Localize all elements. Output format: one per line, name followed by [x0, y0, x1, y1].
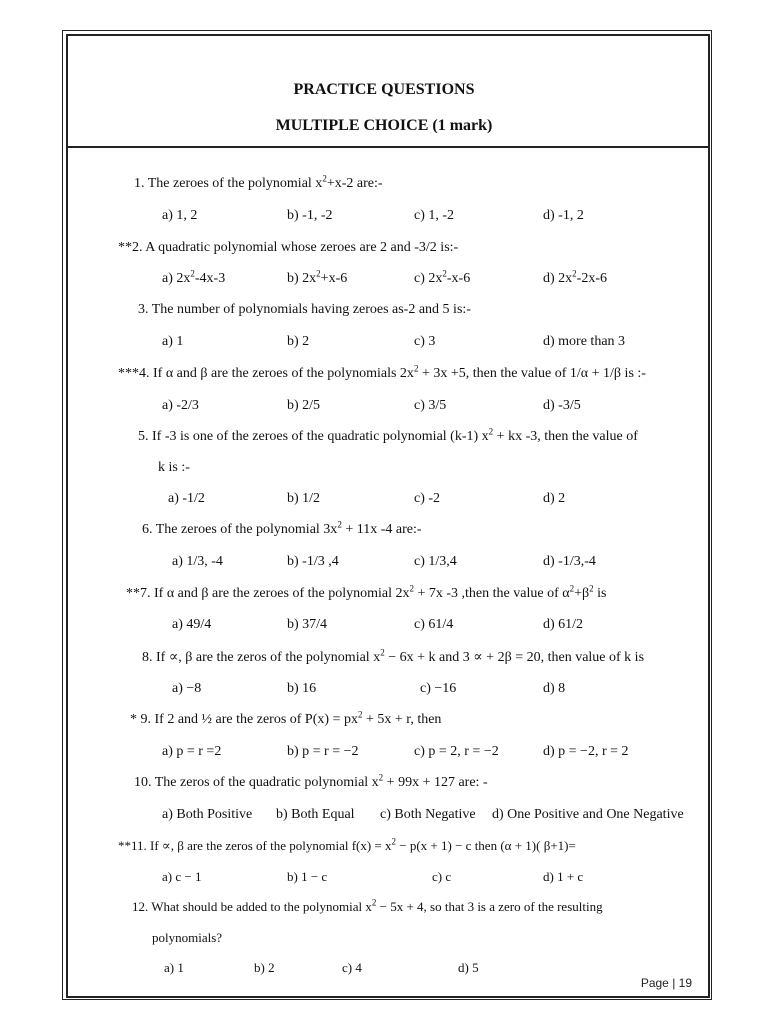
- question-11-option-d: d) 1 + c: [543, 869, 584, 884]
- question-7: **7. If α and β are the zeroes of the polynomial $2x^2 + 7x$ -3 ,then the value of $\alpha^2+\beta^2$ is: [126, 583, 607, 601]
- question-8: 8. If ∝, β are the zeros of the polynomial $x^2 - 6x + k$ and 3 ∝ + 2β = 20, then value of k is: [142, 647, 645, 665]
- question-1-option-a: a) 1, 2: [162, 208, 198, 223]
- question-1-option-d: d) -1, 2: [543, 208, 584, 223]
- question-2-option-b: b) $2x^2+x-6$: [287, 268, 348, 286]
- question-4-option-d: d) -3/5: [543, 398, 581, 413]
- question-10-option-d: d) One Positive and One Negative: [492, 807, 684, 822]
- question-4-option-a: a) -2/3: [162, 398, 199, 413]
- question-9-option-c: c) p = 2, r = −2: [414, 744, 499, 759]
- question-11-option-c: c) c: [432, 869, 452, 884]
- question-2: **2. A quadratic polynomial whose zeroes are 2 and -3/2 is:-: [118, 240, 459, 255]
- question-8-option-b: b) 16: [287, 681, 317, 696]
- question-4-option-c: c) 3/5: [414, 398, 447, 413]
- question-12: 12. What should be added to the polynomial $x^2 - 5x + 4$, so that 3 is a zero of the resulting: [132, 897, 603, 914]
- page-number: Page | 19: [640, 976, 692, 990]
- question-11-option-b: b) 1 − c: [287, 869, 328, 884]
- question-9-option-d: d) p = −2, r = 2: [543, 744, 629, 759]
- question-7-option-c: c) 61/4: [414, 617, 454, 632]
- question-6-option-d: d) -1/3,-4: [543, 554, 596, 569]
- question-5-option-c: c) -2: [414, 491, 441, 506]
- page-subtitle: MULTIPLE CHOICE (1 mark): [275, 117, 493, 134]
- question-3-option-a: a) 1: [162, 334, 184, 349]
- question-3: 3. The number of polynomials having zeroes as-2 and 5 is:-: [138, 302, 471, 317]
- question-12-option-c: c) 4: [342, 960, 362, 975]
- question-12-continuation: polynomials?: [152, 930, 223, 945]
- question-12-option-a: a) 1: [164, 960, 184, 975]
- question-7-option-d: d) 61/2: [543, 617, 584, 632]
- question-5: 5. If -3 is one of the zeroes of the quadratic polynomial (k-1) $x^2$ + kx -3, then the value of: [138, 426, 638, 444]
- question-8-option-d: d) 8: [543, 681, 566, 696]
- question-1-option-c: c) 1, -2: [414, 208, 455, 223]
- question-6: 6. The zeroes of the polynomial $3x^2 + 11x$ -4 are:-: [142, 519, 422, 537]
- question-2-option-c: c) $2x^2-x-6$: [414, 268, 471, 286]
- question-9-option-a: a) p = r =2: [162, 744, 222, 759]
- question-2-option-a: a) $2x^2-4x-3$: [162, 268, 226, 286]
- question-4: ***4. If α and β are the zeroes of the polynomials $2x^2 + 3x +5$, then the value of 1/α + 1/β is :-: [118, 363, 646, 381]
- question-11-option-a: a) c − 1: [162, 869, 202, 884]
- question-7-option-b: b) 37/4: [287, 617, 328, 632]
- question-10-option-b: b) Both Equal: [276, 807, 355, 822]
- question-3-option-c: c) 3: [414, 334, 436, 349]
- question-6-option-b: b) -1/3 ,4: [287, 554, 339, 569]
- question-10: 10. The zeros of the quadratic polynomial $x^2 + 99x + 127$ are: -: [134, 772, 488, 790]
- question-8-option-c: c) −16: [420, 681, 457, 696]
- question-6-option-c: c) 1/3,4: [414, 554, 457, 569]
- question-1: 1. The zeroes of the polynomial $x^2+x-2$ are:-: [134, 173, 383, 191]
- question-1-option-b: b) -1, -2: [287, 208, 333, 223]
- page-title: PRACTICE QUESTIONS: [293, 81, 475, 98]
- question-3-option-d: d) more than 3: [543, 334, 626, 349]
- question-4-option-b: b) 2/5: [287, 398, 321, 413]
- question-10-option-a: a) Both Positive: [162, 807, 253, 822]
- question-5-option-a: a) -1/2: [168, 491, 205, 506]
- question-7-option-a: a) 49/4: [172, 617, 212, 632]
- question-5-option-b: b) 1/2: [287, 491, 321, 506]
- question-10-option-c: c) Both Negative: [380, 807, 476, 822]
- question-9-option-b: b) p = r = −2: [287, 744, 359, 759]
- question-11: **11. If ∝, β are the zeros of the polynomial $f(x) = x^2 - p(x + 1) - c$ then (α + 1)( β+1)=: [118, 836, 576, 853]
- question-9: * 9. If 2 and ½ are the zeros of $P(x) = px^2 + 5x + r$, then: [130, 709, 442, 727]
- question-3-option-b: b) 2: [287, 334, 310, 349]
- question-12-option-b: b) 2: [254, 960, 275, 975]
- header-divider: [66, 146, 710, 148]
- question-5-continuation: k is :-: [158, 460, 190, 475]
- question-8-option-a: a) −8: [172, 681, 202, 696]
- question-6-option-a: a) 1/3, -4: [172, 554, 223, 569]
- question-5-option-d: d) 2: [543, 491, 566, 506]
- question-12-option-d: d) 5: [458, 960, 479, 975]
- question-2-option-d: d) $2x^2-2x-6$: [543, 268, 607, 286]
